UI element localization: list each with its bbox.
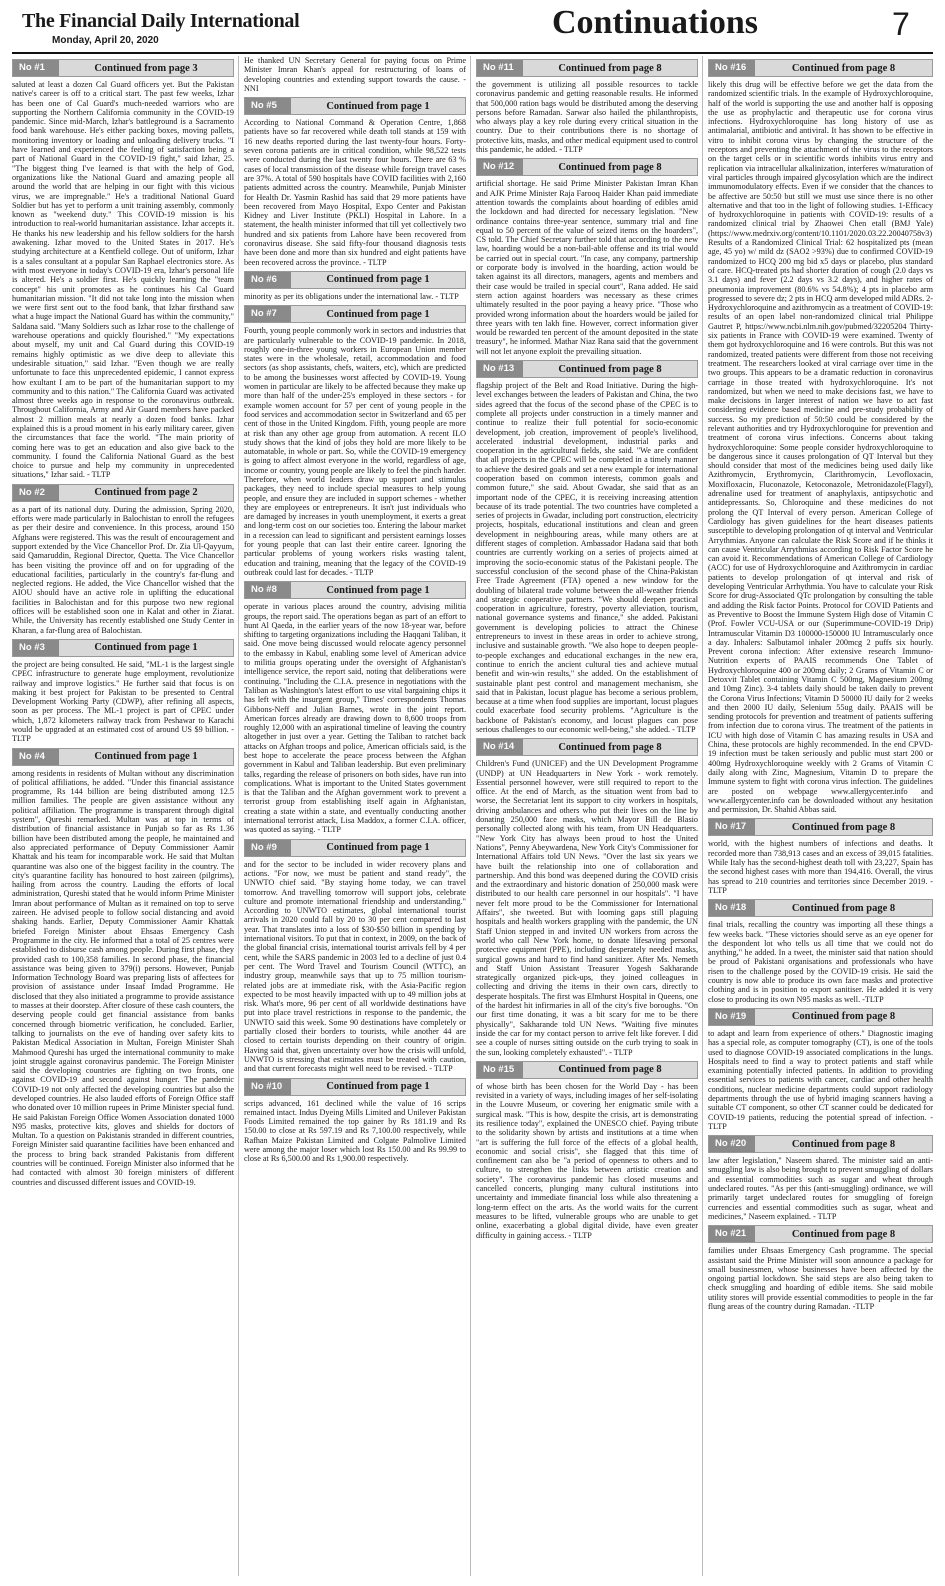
- article-body: saluted at least a dozen Cal Guard officers yet. But the Pakistan native's career is off to a critical start. The past few weeks, Izhar has been one of Cal Guard's much-needed warriors who are supporting the Northern California community in the COVID-19 pandemic. Since mid-March, Izhar's battleground is a Sacramento food bank warehouse. He's either packing boxes, moving pallets, monitoring inventory or loading and unloading delivery trucks. "I have learned and experienced the feeling of satisfaction being a part of National Guard in the COVID-19 fight," said Izhar, 25. "The biggest thing I've learned is that with the help of God, organizations like the National Guard and amazing people all around the world that are helping in our fight with this vicious virus, we are impregnable." He's a traditional National Guard Soldier but has yet to perform a unit training assembly, commonly known as "weekend duty." This COVID-19 mission is his introduction to real-world humanitarian assistance. Izhar accepts it. He thanks his new leadership and his fellow soldiers for the harsh awakening. Izhar moved to the United States in 2017. He's studying architecture at a Kentfield college. Out of uniform, Izhar is a sales consultant at a popular San Raphael electronics store. As with most everyone in today's COVID-19 era, Izhar's personal life is altered. He's a soldier first. He's quickly learning the "team concept" his unit promotes as he continues his Cal Guard humanitarian mission. "It did not take long into the mission when we were first sent out to the food bank, that Izhar firsthand saw what a huge impact the National Guard has within the community," Saldana said. "Many Soldiers such as Izhar rose to the challenge of warehouse operations and quickly flourished." "My expectations about myself, my unit and Cal Guard during this COVID-19 remains highly optimistic as we dive deep to alleviate this undesirable situation," said Izhar. "Even though we are really unfortunate to face this unprecedented epidemic, I cannot express how exultant I am to be part of the humanitarian support to my community and to this nation." The California Guard was activated almost three weeks ago in response to the coronavirus outbreak. Throughout California, Army and Air Guard members have packed almost 2 million meals at nearly a dozen food banks. Izhar explained this is a proud moment in his early military career, given the circumstances that face the world. "The main priority of coming here was to get an education and also give back to the community. I found the California National Guard as the best choice to pursue and help my community in unprecedented situations," Izhar said. - TLTP: [12, 80, 234, 480]
- continued-from-label: Continued from page 8: [791, 1138, 896, 1150]
- continued-from-label: Continued from page 1: [94, 751, 198, 763]
- article: [476, 59, 698, 154]
- column-divider: [702, 56, 703, 1576]
- article-header: [708, 1225, 933, 1243]
- article-number: No #8: [245, 582, 291, 598]
- article: [244, 56, 466, 93]
- article-header: [476, 59, 698, 77]
- article-header: [244, 839, 466, 857]
- article-body: scrips advanced, 161 declined while the value of 16 scrips remained intact. Indus Dyeing Mills Limited and Unilever Pakistan Foods Limited remained the top gainer by Rs 181.19 and Rs 150.00 to close at Rs 597.19 and Rs 7,100.00 respectively, while Rafhan Maize Pakistan Limited and Colgate Palmolive Limited were among the major loser which lost Rs 150.00 and Rs 99.99 to close at Rs 6,500.00 and Rs 1,900.00 respectively.: [244, 1098, 466, 1164]
- article-number: No #4: [13, 749, 59, 765]
- article-header: [708, 818, 933, 836]
- article-header: [476, 360, 698, 378]
- article-body: flagship project of the Belt and Road Initiative. During the high-level exchanges between the leaders of Pakistan and China, the two sides agreed that the focus of the second phase of the CPEC is to complete all projects under construction in a timely manner and continue to realize their full potential for socio-economic development, job creation, improvement of people's livelihood, accelerated industrial development, industrial parks and cooperation in the agricultural fields, she said. "We are confident that all projects in the CPEC will be completed in a timely manner to achieve the desired goals and set a new example for international cooperation based on common interests, common goals and common future," she said. About Gwadar, she said that as an important node of the CPEC, it is receiving increasing attention because of its trade potential. The two countries have completed a series of projects in Gwadar, including port construction, electricity projects, hospitals, educational institutions and clean and green development in neighbouring areas, while many others are at different stages of completion. Ambassador Hadana said that both countries are currently working on a series of projects aimed at improving the socio-economic status of the Pakistani people. The successful conclusion of the second phase of the China-Pakistan Free Trade Agreement (FTA) opened a new window for the doubling of bilateral trade volume between the all-weather friends and strategic cooperative partners. "We should deepen practical cooperation in agriculture, forestry, poverty alleviation, tourism, national governance systems and finance," she added. Pakistani government is developing policies to attract the Chinese entrepreneurs to invest in these areas in order to achieve strong, inclusive and sustainable growth. "We also hope to deepen people-to-people exchanges and educational exchanges in the new era, continue to enrich the ancient cultural ties and achieve mutual benefit and win-win results," she added. On the establishment of sustainable plant pest control and management mechanism, she said that in Pakistan, locust plague has become a serious problem, because at a time when food supplies are important, locust plagues could exacerbate food security problems. "Agriculture is the backbone of Pakistan's economy, and locust plagues can pose serious challenges to our economic well-being," she added. - TLTP: [476, 381, 698, 734]
- article-body: world, with the highest numbers of infections and deaths. It recorded more than 738,913 cases and an excess of 39,015 fatalities. While Italy has the second-highest death toll with 23,227, Spain has the second highest cases with more than 194,416. Overall, the virus has spread to 210 countries and territories since December 2019. -TLTP: [708, 839, 933, 895]
- article-header: [244, 97, 466, 115]
- article-body: the government is utilizing all possible resources to tackle coronavirus pandemic and getting reasonable results. He informed that 500,000 ration bags would be distributed among the deserving persons before Ramadan. Sarwar also hailed the philanthropists, who always play a key role during every critical situation in the country. Due to their contributions there is no shortage of protective kits, masks, and other medical equipment used to control this pandemic, he added. - TLTP: [476, 80, 698, 155]
- article: [476, 360, 698, 734]
- continued-from-label: Continued from page 8: [558, 1064, 662, 1076]
- article-number: No #12: [477, 159, 523, 175]
- column-divider: [470, 56, 471, 1576]
- article-number: No #13: [477, 361, 523, 377]
- article-number: No #11: [477, 60, 523, 76]
- article-body: among residents in residents of Multan without any discrimination of political affiliations, he added. "Under this financial assistance programme, Rs 144 billion are being distributed among 12.5 million families. The people are given assistance without any political affiliation. The programme is transparent through digital system", Qureshi remarked. Multan was at top in terms of distribution of financial assistance in Punjab so far as Rs 1.36 billion have been distributed among the people, he maintained and also appreciated performance of Deputy Commissioner Aamir Khattak and his team for incomparable work. He said that Multan quarantine was also one of the biggest facility in the country. The city's quarantine facility has honoured to host zaireen (pilgrims), hailing from across the country. Lauding the efforts of local administration, Qureshi stated that he would inform Prime Minister Imran about performance of Multan as it remained on top to serve zaireen. He advised people to follow social distancing and avoid shaking hands. Earlier, Deputy Commissioner Aamir Khattak briefed Foreign Minister about Ehsaas Emergency Cash Programme in the city. He informed that a total of 25 centres were established to disburse cash among people. During first phase, they provided cash to 100,358 families. In second phase, the financial assistance was being given to 379(i) persons. However, Punjab Information Technology Board was preparing lists of affectees for provision of assistance under Insaaf Imdad Programme. He disclosed that they also initiated a programme to provide assistance to masses at their doorstep. After closure of these cash counters, the deserving people could get financial assistance from banks concerned through biometric verification, he concluded. Earlier, talking to journalists on the eve of handing over safety kits to Pakistan Medical Association in Multan, Foreign Minister Shah Mahmood Qureshi has urged the international community to make joint struggle against coronavirus pandemic. The Foreign Minister said the developing countries are fighting on two fronts, one against COVID-19 and second against hunger. The pandemic COVID-19 not only affected the developing countries but also the developed countries. He also lauded efforts of Foreign Office staff who donated over 10 million rupees in Prime Minister special fund. He said Pakistan Foreign Office Women Association donated 1000 N95 masks, protective kits, gloves and shields for doctors of Multan. To a question on Pakistanis stranded in different countries, Foreign Minister said quarantine facilities have been enhanced and the process to bring back stranded Pakistanis from different countries will be continued. Foreign Minister also informed that he had contacted with almost 30 foreign ministers of different countries and discussed different issues and COVID-19.: [12, 768, 234, 1187]
- continued-from-label: Continued from page 1: [326, 274, 430, 286]
- article-body: According to National Command & Operation Centre, 1,868 patients have so far recovered while death toll stands at 159 with 16 new deaths reported during the last twenty-four hours. Forty-seven corona patients are in critical condition, while 98,522 tests were conducted during the last twenty four hours. There are 63 % cases of local transmission of the disease while foreign travel cases are 37%. A total of 590 hospitals have COVID facilities with 2,160 patients admitted across the country. Meanwhile, Punjab Minister for Health Dr. Yasmin Rashid has said that 29 more patients have been recovered from Mayo Hospital, Expo Center and Pakistan Kidney and Liver Institute (PKLI) Hospital in Lahore. In a statement, the health minister informed that till yet collectively two hundred and six patients from Lahore have been recovered from coronavirus disease. She said fifty-four thousand diagnosis tests have been done and more than six hundred and eight patients have been recovered across the province. - TLTP: [244, 118, 466, 267]
- article-header: [244, 271, 466, 289]
- article-number: No #10: [245, 1079, 291, 1095]
- column-2: [244, 56, 466, 1580]
- article: [244, 581, 466, 834]
- article-header: [476, 1061, 698, 1079]
- article-body: as a part of its national duty. During the admission, Spring 2020, efforts were made particularly in Balochistan to enroll the refugees as per their desire and convenience. In this process, around 150 Afghans were registered. This was the result of encouragement and support extended by the Vice Chancellor Prof. Dr. Zia Ul-Qayyum, said Qamaruddin, Regional Director, Quetta. The Vice Chancellor has been visiting the province off and on for upgrading of the educational facilities, particularly in the country's far-flung and neglected regions. He added, the Vice Chancellor wished that the AIOU should have an active role in uplifting the educational facilities in Balochistan and for this purpose two new regional offices will be established soon one in Kalat and other in Ziarat. While, the University has recently established one Study Center in Kharan, a far-flung area of Balochistan.: [12, 504, 234, 635]
- column-divider: [238, 56, 239, 1576]
- article-body: law after legislation," Naseem shared. The minister said an anti-smuggling law is also being brought to prevent smuggling of dollars and essential commodities such as sugar and wheat through undeclared routes. "As per this (anti-smuggling) ordinance, we will primarily target undeclared routes for smuggling of foreign currencies and essential commodities such as sugar, wheat and medicines," Naseem explained. - TLTP: [708, 1156, 933, 1221]
- article-number: No #21: [709, 1226, 755, 1242]
- article: [12, 59, 234, 480]
- continued-from-label: Continued from page 1: [326, 1081, 430, 1092]
- article: [708, 818, 933, 895]
- continued-from-label: Continued from page 8: [558, 363, 662, 375]
- article-body: artificial shortage. He said Prime Minister Pakistan Imran Khan and AJK Prime Minister Raja Farooq Haider Khan paid immediate attention towards the complaints about hoarding of edibles amid the lockdown and had directed for necessary legislation. "New ordinance contains three-year sentence, summary trial and fine equal to 50 percent of the value of seized items on the hoarders", CS told. The Chief Secretary further told that according to the new law, hoarding would be a non-bail-able offense and its trial would be carried out in special court. "In case, any company, partnership or corporate body is involved in the hoarding, action would be taken against its all directors, managers, agents and members and their case would be trailed in special court", Rana added. He said stern action against hoarders was necessary as these crimes ultimately resulted in the poor paying a heavy price. "Those who provided wrong information about the hoarders would be jailed for three years with ten lakh fine. However, correct information giver would be rewarded ten percent of the amount deposited in the state treasury", he informed. Mathar Niaz Rana said that the government will not let anyone exploit the prevailing situation.: [476, 179, 698, 356]
- article-number: No #17: [709, 819, 755, 835]
- article-number: No #5: [245, 98, 291, 114]
- masthead: [12, 4, 933, 54]
- article-header: [244, 305, 466, 323]
- article-number: No #7: [245, 306, 291, 322]
- article-body: families under Ehsaas Emergency Cash programme. The special assistant said the Prime Minister will soon announce a package for small businessmen, whose businesses have been affected by the ongoing partial lockdown. She said steps are also being taken to check smuggling and hoarding of edible items. She said mobile utility stores will provide essential commodities to people in the far flung areas of the country during Ramadan. -TLTP: [708, 1246, 933, 1312]
- continued-from-label: Continued from page 8: [558, 741, 662, 753]
- continued-from-label: Continued from page 1: [94, 642, 198, 654]
- article-header: [12, 748, 234, 766]
- article-header: [708, 1135, 933, 1153]
- continued-from-label: Continued from page 1: [326, 100, 430, 112]
- continued-from-label: Continued from page 8: [558, 161, 662, 173]
- article-body: final trials, recalling the country was importing all these things a few weeks back. "These victories should serve as an eye opener for the despondent lot who tells us all time that we could not do anything," he added. In a tweet, the minister said that nation should be proud of Pakistani organisations and professionals who have risen to the challenge posed by the COVID-19 crisis. He said the country is now able to produce its own face masks and protective clothing and is in position to export sanitiser. He added it is very close to producing its own N95 masks as well. -TLTP: [708, 920, 933, 1004]
- page-number: 7: [892, 6, 910, 42]
- section-title: Continuations: [552, 4, 758, 41]
- article: [244, 839, 466, 1074]
- article: [244, 271, 466, 301]
- article: [708, 1135, 933, 1221]
- article: [476, 158, 698, 356]
- article-header: [12, 484, 234, 502]
- issue-date: Monday, April 20, 2020: [52, 35, 159, 46]
- article-number: No #20: [709, 1136, 755, 1152]
- continued-from-label: Continued from page 2: [94, 487, 198, 499]
- article-body: of whose birth has been chosen for the World Day - has been revisited in a variety of ways, including images of her self-isolating in the Louvre Museum, or covering her enigmatic smile with a surgical mask. "This is how, despite the crisis, art is demonstrating its resilience today", explained the UNESCO chief. Paying tribute to the solidarity shown by artists and institutions at a time when "art is suffering the full force of the effects of a global health, economic and social crisis", she flagged that this time of confinement can also be "a period of openness to others and to culture, to strengthen the links between artistic creation and society". The coronavirus pandemic has closed museums and cancelled concerts, plunging many cultural institutions into uncertainty and immediate financial loss while also threatening a long-term effect on the arts. As the world waits for the current measures to be lifted, vulnerable groups who are unable to get online, exacerbating a global digital divide, have even greater difficulty in gaining access. - TLTP: [476, 1081, 698, 1240]
- article-number: No #19: [709, 1009, 755, 1025]
- continued-from-label: Continued from page 3: [94, 62, 198, 74]
- article-body: to adapt and learn from experience of others." Diagnostic imaging has a special role, as computer tomography (CT), is one of the tools used to diagnose COVID-19 associated complications in the lungs. Hospitals need to find a way to protect patients and staff while examining potentially infected patients. In addition to providing essential services to patients with cancer, cardiac and other health conditions, nuclear medicine departments could support radiology departments through the use of hybrid imaging scanners having a suitable CT component, so other CT scanner could be dedicated for COVID-19 patients, reducing the potential spread of infection. -TLTP: [708, 1028, 933, 1131]
- article-header: [12, 59, 234, 77]
- article-header: [708, 899, 933, 917]
- article: [244, 305, 466, 577]
- continued-from-label: Continued from page 1: [326, 842, 430, 854]
- article: [476, 738, 698, 1057]
- article: [476, 1061, 698, 1240]
- article-number: No #14: [477, 739, 523, 755]
- article-body: the project are being consulted. He said, "ML-1 is the largest single CPEC infrastructure to generate huge employment, revolutionize railway and improve logistics." He further said that focus is on making it best project for Pakistan to be presented to Central Development Working Party (CDWP), after refining all aspects, soon as per process. The ML-1 project is part of CPEC under which, 1,872 kilometers railway track from Peshawar to Karachi would be upgraded at an estimated cost of around US $9 billion. - TLTP: [12, 659, 234, 744]
- article: [12, 484, 234, 635]
- article: [12, 748, 234, 1187]
- continued-from-label: Continued from page 1: [326, 308, 430, 320]
- column-1: [12, 56, 234, 1580]
- continued-from-label: Continued from page 8: [791, 821, 896, 833]
- article: [708, 1008, 933, 1131]
- article-number: No #9: [245, 840, 291, 856]
- continued-from-label: Continued from page 8: [791, 1011, 896, 1023]
- article-header: [244, 581, 466, 599]
- article-header: [12, 639, 234, 657]
- article: [708, 899, 933, 1004]
- article: [708, 1225, 933, 1311]
- continued-from-label: Continued from page 8: [558, 62, 662, 74]
- article-number: No #15: [477, 1062, 523, 1078]
- article-number: No #6: [245, 272, 291, 288]
- continued-from-label: Continued from page 8: [791, 1228, 896, 1240]
- article: [12, 639, 234, 744]
- column-4: [708, 56, 933, 1580]
- article-body: operate in various places around the country, advising militia groups, the report said. The operations began as part of an effort to hunt Al Qaeda, in the earlier years of the now 18-year war, before shifting to targeting organizations including the Haqqani Taliban, it said. One move being discussed would relocate agency personnel to the embassy in Kabul, enabling some level of American advice to militia groups operating under the oversight of Afghanistan's intelligence service, the report said, noting that deliberations were continuing. "Including the C.I.A. presence in negotiations with the Taliban as Washington's latest effort to use vital bargaining chips it has left with the insurgent group," Times' correspondents Thomas Gibbons-Neff and Julian Barnes, wrote in the joint report. American forces already are drawing down to 8,600 troops from roughly 12,000 with an aspirational timeline of leaving the country altogether in just over a year. Getting the Taliban to ratchet back attacks on Afghan troops and police, American officials said, is the best hope to accelerate the peace process between the Afghan government in Kabul and Taliban leadership. But even preliminary talks, regarding the release of prisoners on both sides, have run into complications. What is important to the United States government is that the Taliban and the Afghan government work to prevent a terrorist group from establishing itself again in Afghanistan, creating a state within a state, and eventually conducting another international terrorist attack, Lisa Maddox, a former C.I.A. officer, was quoted as saying. - TLTP: [244, 602, 466, 835]
- article-header: [708, 1008, 933, 1026]
- article-header: [244, 1078, 466, 1096]
- article-body: Fourth, young people commonly work in sectors and industries that are particularly vulnerable to the COVID-19 pandemic. In 2018, roughly one-in-three young workers in European Union member states were in the wholesale, retail, accommodation and food sectors (as shop assistants, chefs, waiters, etc), which are predicted to be among the businesses worst affected by COVID-19. Young women in particular are likely to be affected because they make up more than half of the under-25's employed in these sectors - for example women account for 57 per cent of young people in the food services and accommodation sector in Switzerland and 65 per cent of those in the United Kingdom. Fifth, young people are more at risk than any other age group from automation. A recent ILO study shows that the kind of jobs they hold are more likely to be automatable, in whole or part. So, while the COVID-19 emergency is going to affect almost everyone in the world, regardless of age, income or country, young people are likely to feel the pinch harder. Therefore, when world leaders draw up support and stimulus packages, they need to include special measures to help young people, and ensure they are included in support schemes - whether they are employees or entrepreneurs. It isn't just individuals who are damaged by increases in youth unemployment, it exerts a great and long-term cost on our societies too. Entering the labour market in a recession can lead to significant and persistent earnings losses for young people that can last their entire career. Ignoring the particular problems of young workers risks wasting talent, education and training, meaning that the legacy of the COVID-19 outbreak could last for decades. - TLTP: [244, 326, 466, 577]
- article: [244, 1078, 466, 1164]
- column-3: [476, 56, 698, 1580]
- article-header: [708, 59, 933, 77]
- article-number: No #2: [13, 485, 59, 501]
- article-body: minority as per its obligations under the international law. - TLTP: [244, 291, 459, 301]
- article-body: and for the sector to be included in wider recovery plans and actions. "For now, we must be patient and stand ready", the UNWTO chief said. "By staying home today, we can travel tomorrow. And travelling tomorrow will support jobs, celebrate culture and promote international friendship and understanding." According to UNWTO estimates, global international tourist arrivals in 2020 could fall by 20 to 30 per cent compared to last year. That translates into a loss of $30-$50 billion in spending by international visitors. To put that in context, in 2009, on the back of the global financial crisis, international tourist arrivals fell by 4 per cent, while the SARS pandemic in 2003 led to a decline of just 0.4 per cent. The Word Travel and Tourism Council (WTTC), an industry group, meanwhile says that up to 75 million tourism-related jobs are at immediate risk, with the Asia-Pacific region expected to be most heavily impacted with up to 49 million jobs at risk. What's more, 96 per cent of all worldwide destinations have put into place travel restrictions in response to the pandemic, the UNWTO said this week. Some 90 destinations have completely or partially closed their borders to tourists, while another 44 are closed to certain tourists depending on their country of origin. Having said that, given uncertainty over how the crisis will unfold, UNWTO is stressing that estimates must be treated with caution, and that current forecasts might well need to be revised. - TLTP: [244, 859, 466, 1074]
- article: [244, 97, 466, 267]
- publication-name: The Financial Daily International: [22, 10, 300, 32]
- article-header: [476, 158, 698, 176]
- continued-from-label: Continued from page 1: [326, 584, 430, 596]
- continued-from-label: Continued from page 8: [791, 902, 896, 914]
- article-number: No #1: [13, 60, 59, 76]
- article-number: No #16: [709, 60, 755, 76]
- article-number: No #3: [13, 640, 59, 656]
- article-body: He thanked UN Secretary General for paying focus on Prime Minister Imran Khan's appeal for restructuring of loans of developing countries and extending support towards the cause. -NNI: [244, 56, 466, 93]
- article-number: No #18: [709, 900, 755, 916]
- article-body: likely this drug will be effective before we get the data from the randomized scientific trials. In the example of Hydroxychloroquine, half of the world is supporting the use and another half is opposing the use as prophylactic and therapeutic use for corona virus infections. Hydroxychloroquine has long history of use as antimalarial, antibiotic and antiviral. It has shown to be effective in vitro to inhibit corona virus by changing the structure of the receptors and preventing the attachment of the virus to the receptors on the target cells or in scientific words inhibits virus entry and replication via intracellular alkalinization, interferes w/maturation of viral particles through impaired glycosylation which are the indirect immunomodulatory effects. Even if we consider that the chances to be affective are 50:50 but still we must use since there is no other alternative and that too in the light of following studies. 1-Efficacy of hydroxychloroquine in patients with COVID-19: results of a randomized clinical trial by Zhaowei Chen etall (BMJ Yale) (https://www.medrxiv.org/content/10.1101/2020.03.22.20040758v3) Results of a Randomized Clinical Trial: 62 hospitalized pts (mean age, 45 yo) w/ mild dz (SAO2 >93%) due to confirmed COVID-19 randomized to HCQ 200 mg bid x5 days or placebo, plus standard of care. HCQ-treated pts had shorter duration of cough (2.0 days vs 3.1 days) and fever (2.2 days vs 3.2 days), and higher rates of pneumonia improvement (80.6% vs 54.8%); 4 pts in placebo arm progressed to severe dz; 2 pts in HCQ arm developed mild ADRs. 2-Hydroxychloroquine and azithromycin as a treatment of COVID-19: results of an open label non-randomized clinical trial Philippe Gautret P, https://www.ncbi.nlm.nih.gov/pubmed/32205204 Thirty-six patients in France with COVID-19 were examined. Twenty of them got hydroxychloroquine and 16 were controls. But this was not randomized, treated patients were different from those not receiving treatment. The researchers looked at viral carriage over time in the two groups. This appears to be a dramatic reduction in coronavirus carriage in those treated with hydroxychloroquine. It's not randomized, but when we need to make decisions fast, we have to make decisions in larger interest of nation we have to act fast considering evidence based medicine and pre-study probability of success. So my prediction of 50:50 could be considered by the relevant authorities and try Hydroxychloroquine for prevention and treatment of corona virus infections. Concerns about taking hydroxychloroquine: Some people consider hydroxychloroquine to be dangerous since it causes prolongation of QT Interval but they should consider that most of the medicines being used daily like Azithromycin, Erythromycin, Clarithromycin, Levofloxacin, Moxifloxacin, Fluconazole, Ketoconazole, Metronidazole(Flagyl), adrenaline used for treatment of anaphylaxis, antipsychotic and antidepressants. So, Chloroquine and these medicines do not prolong the QT Interval of every person. American College of Cardiology has given guidelines for the heart diseases patients susceptible to developing prolongation of qt interval and Ventricular Arrythmias. Anyone can calculate the Risk Score and if he thinks it can cause Ventricular Arrythmias according to Risk Factor Score he can avoid it. Recommendations of American College of Cardiology (ACC) for use of Hydroxychloroquine and Azithromycin in cardiac patients to develop prolongation of qt interval and risk of developing Ventricular Arrhythmia. You have to calculate your Risk Score for drug-Associated QTc prolongation by consulting the table and adding the Risk factor Points. Protocol for COVID Patients and as Preventive to Boost the Immune System High dose of Vitamin C (Prof. Fowler VCU-USA or our (Superimmune-COVID-19 Drip) Intramuscular Vitamin D3 100000-150000 IU Intramuscularly once a day. Inhalers: Salbutamol inhaler 200mcg 2 puffs six hourly. Prevent corona infection: After extensive research Immuno-Nutrition experts of PAAIS recommends One Tablet of Hydroxychloroquine 400 or 200mg daily; 2 Grams of Vitamin C or Detoxvit Tablet containing Vitamin C 500mg, Magnesium 200mg and 10mg Zinc). 3-4 tablets daily should be taken daily to prevent the Corona Virus Infections; Vitamin D 50000 IU daily for 2 weeks and then 2000 IU daily, Selenium 55ug daily. PAAIS will be sending protocols for prevention and treatment of patients suffering from infection due to corona virus. The treatment of the patients in ICU with high dose of Vitamin C has amazing results in USA and China, these protocols are highly recommended. In the end CPVD-19 infection must be taken seriously and public must start 200 or 400mg Hydroxychloroquine weekly with 2 Grams of Vitamin C daily along with Zinc, Magnesium, Vitamin D to prepare the Immune system to fight with corona virus infection. The guidelines are posted on webpage www.allergycenter.info and www.allergycenter.info can be downloaded without any hesitation and permission, Dr. Shahid Abbas said.: [708, 80, 933, 815]
- article-body: Children's Fund (UNICEF) and the UN Development Programme (UNDP) at UN Headquarters in New York - work remotely. Essential personnel however, were still required to report to the office. At the end of March, as the situation went from bad to worse, the Secretariat lent its support to city workers in hospitals, driving ambulances and others who put their lives on the line by donating 250,000 face masks, which Mayor Bill de Blasio personally collected along with his team, from UN Headquarters. "New York City has always been proud to host the United Nations", Penny Abeywardena, New York City's Commissioner for International Affairs told UN News. "Over the last six years we have built the relationship into one of collaboration and partnership. And this bond was deepened during the COVID crisis and the extraordinary and historic donation of 250,000 mask were distributed to our health care personnel in our hospitals". "I have never felt more proud to be the Commissioner for International Affairs", she tweeted. But with looming gaps still plaguing hospitals and health workers grappling with the pandemic, the UN Staff Union stepped in and invited UN workers from across the world who call New York home, to donate lifesaving personal protective equipment (PPE), including desperately needed masks, surgical gowns and hard to find hand sanitizer. After Ms. Nemeth and Staff Union Assistant Treasurer Yogesh Sakharande strategically organized pick-ups, they joined colleagues in collecting and driving the items in their own cars, directly to desperate hospitals. The first was Elmhurst Hospital in Queens, one of the hardest hit infirmaries in all of the city's five boroughs. "On our first time donating, it was a bit scary for me to be there physically", Sakharande told UN News. "Waiting five minutes inside the car for my contact person to arrive felt like forever. I did see a couple of nurses sitting outside on the curb trying to soak in the sun, looking completely exhausted". - TLTP: [476, 759, 698, 1057]
- article-header: [476, 738, 698, 756]
- article: [708, 59, 933, 814]
- continued-from-label: Continued from page 8: [791, 62, 896, 74]
